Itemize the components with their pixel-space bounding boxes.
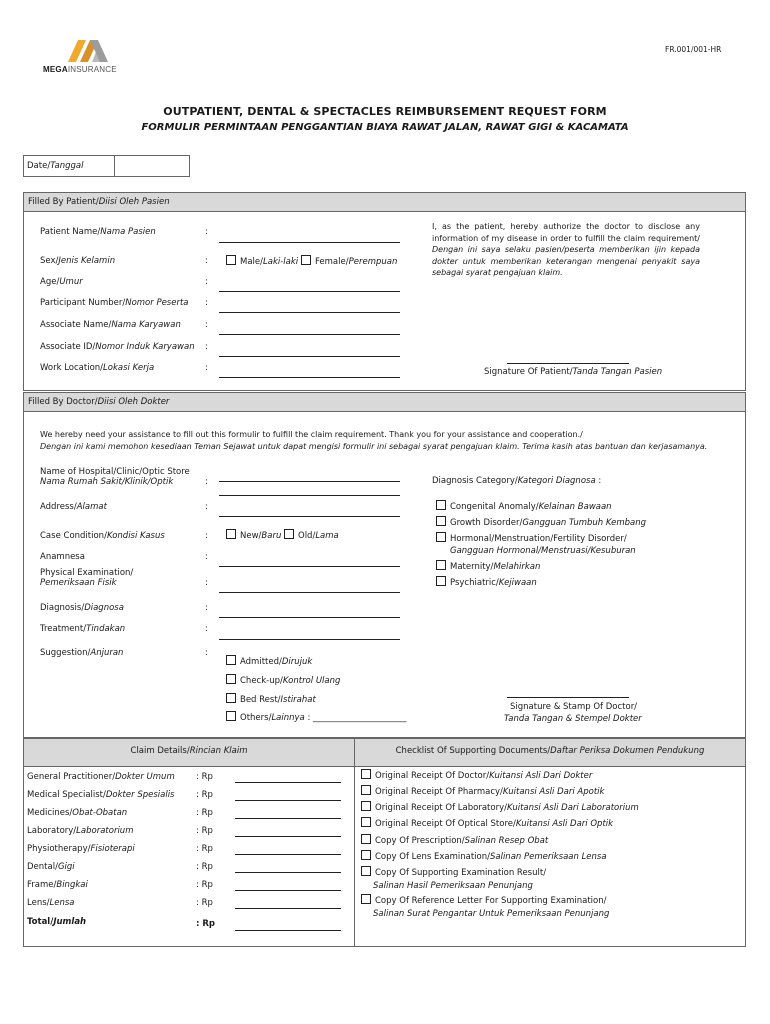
patient-signature-label: Signature Of Patient/Tanda Tangan Pasien [484, 367, 663, 377]
doctor-field-input[interactable] [219, 516, 400, 517]
doctor-field-label: Physical Examination/ Pemeriksaan Fisik [40, 568, 134, 588]
doctor-field-input[interactable] [219, 592, 400, 593]
field-colon: : [205, 342, 208, 352]
field-colon: : [205, 502, 208, 512]
claim-item-currency: : Rp [196, 826, 213, 836]
field-colon: : [205, 552, 208, 562]
claim-item-currency: : Rp [196, 862, 213, 872]
checkbox-icon[interactable] [226, 711, 236, 721]
sex-option-male[interactable]: Male/Laki-laki [226, 255, 298, 267]
suggestion-option[interactable]: Admitted/Dirujuk [226, 655, 312, 667]
checkbox-icon[interactable] [361, 785, 371, 795]
suggestion-option[interactable]: Bed Rest/Istirahat [226, 693, 316, 705]
patient-field-label: Sex/Jenis Kelamin [40, 256, 116, 266]
claim-section [23, 738, 355, 947]
doctor-signature-label-id: Tanda Tangan & Stempel Dokter [504, 714, 642, 724]
doctor-signature-line[interactable] [507, 697, 629, 698]
checkbox-icon[interactable] [284, 529, 294, 539]
doctor-signature-label-en: Signature & Stamp Of Doctor/ [510, 702, 638, 712]
patient-field-input[interactable] [219, 312, 400, 313]
patient-field-label: Participant Number/Nomor Peserta [40, 298, 189, 308]
patient-field-label: Age/Umur [40, 277, 83, 287]
doctor-section-header: Filled By Doctor/Diisi Oleh Dokter [23, 392, 746, 412]
patient-field-input[interactable] [219, 356, 400, 357]
claim-amount-input[interactable] [235, 872, 341, 873]
checkbox-icon[interactable] [436, 560, 446, 570]
claim-total-label: Total/Jumlah [27, 917, 87, 927]
checkbox-icon[interactable] [436, 576, 446, 586]
mega-logo-icon [66, 38, 110, 64]
checkbox-icon[interactable] [361, 894, 371, 904]
doctor-field-label: Suggestion/Anjuran [40, 648, 124, 658]
form-code: FR.001/001-HR [665, 45, 722, 54]
brand-wordmark: MEGAINSURANCE [43, 65, 117, 74]
claim-header: Claim Details/Rincian Klaim [130, 746, 248, 756]
case-option-old[interactable]: Old/Lama [284, 529, 339, 541]
field-colon: : [205, 363, 208, 373]
doctor-field-label: Case Condition/Kondisi Kasus [40, 531, 165, 541]
checklist-item[interactable]: Copy Of Reference Letter For Supporting Examination/ Salinan Surat Pengantar Untuk Pemeriksaan Penunjang [361, 894, 609, 921]
doctor-field-input[interactable] [219, 639, 400, 640]
claim-total-currency: : Rp [196, 919, 215, 929]
patient-section-header: Filled By Patient/Diisi Oleh Pasien [23, 192, 746, 212]
checklist-header: Checklist Of Supporting Documents/Daftar Periksa Dokumen Pendukung [395, 746, 705, 756]
patient-field-label: Work Location/Lokasi Kerja [40, 363, 155, 373]
field-colon: : [205, 227, 208, 237]
field-colon: : [205, 298, 208, 308]
doctor-intro-text: We hereby need your assistance to fill out this formulir to fulfill the claim requirement. Thank you for your assistance and cooperation./ Dengan ini kami memohon kesediaan Teman Sejawat untuk dapat mengisi formulir ini sebagai syarat pengajuan klaim. Terima kasih atas bantuan dan kerjasamanya. [40, 430, 708, 451]
field-colon: : [205, 531, 208, 541]
claim-item-label: Frame/Bingkai [27, 880, 88, 890]
date-label-box: Date/Tanggal [23, 155, 115, 177]
claim-item-label: Laboratory/Laboratorium [27, 826, 134, 836]
diagnosis-option[interactable]: Psychiatric/Kejiwaan [436, 576, 537, 589]
checkbox-icon[interactable] [301, 255, 311, 265]
checklist-item[interactable]: Copy Of Lens Examination/Salinan Pemeriksaan Lensa [361, 850, 607, 864]
field-colon: : [205, 320, 208, 330]
sex-option-female[interactable]: Female/Perempuan [301, 255, 397, 267]
checklist-item[interactable]: Original Receipt Of Pharmacy/Kuitansi Asli Dari Apotik [361, 785, 604, 799]
checkbox-icon[interactable] [436, 516, 446, 526]
logo [40, 38, 135, 78]
field-colon: : [205, 256, 208, 266]
claim-amount-input[interactable] [235, 908, 341, 909]
checklist-item[interactable]: Original Receipt Of Optical Store/Kuitansi Asli Dari Optik [361, 817, 613, 831]
claim-item-currency: : Rp [196, 790, 213, 800]
checklist-item[interactable]: Original Receipt Of Doctor/Kuitansi Asli Dari Dokter [361, 769, 592, 783]
checkbox-icon[interactable] [361, 801, 371, 811]
checkbox-icon[interactable] [361, 834, 371, 844]
checkbox-icon[interactable] [361, 817, 371, 827]
diagnosis-category-label: Diagnosis Category/Kategori Diagnosa : [432, 476, 602, 486]
patient-field-input[interactable] [219, 377, 400, 378]
checklist-item[interactable]: Copy Of Prescription/Salinan Resep Obat [361, 834, 548, 848]
doctor-field-label: Name of Hospital/Clinic/Optic Store Nama Rumah Sakit/Klinik/Optik [40, 467, 190, 487]
field-colon: : [205, 648, 208, 658]
patient-field-input[interactable] [219, 242, 400, 243]
claim-item-label: Dental/Gigi [27, 862, 75, 872]
field-colon: : [205, 277, 208, 287]
claim-amount-input[interactable] [235, 818, 341, 819]
claim-item-currency: : Rp [196, 808, 213, 818]
checklist-item[interactable]: Copy Of Supporting Examination Result/ Salinan Hasil Pemeriksaan Penunjang [361, 866, 546, 893]
checkbox-icon[interactable] [361, 769, 371, 779]
doctor-field-label: Diagnosis/Diagnosa [40, 603, 124, 613]
title-english: OUTPATIENT, DENTAL & SPECTACLES REIMBURSEMENT REQUEST FORM [163, 105, 607, 118]
doctor-field-label: Anamnesa [40, 552, 85, 562]
claim-amount-input[interactable] [235, 854, 341, 855]
checkbox-icon[interactable] [226, 693, 236, 703]
doctor-field-input[interactable] [219, 481, 400, 482]
field-colon: : [205, 477, 208, 487]
checkbox-icon[interactable] [226, 255, 236, 265]
claim-amount-input[interactable] [235, 800, 341, 801]
checkbox-icon[interactable] [226, 529, 236, 539]
checkbox-icon[interactable] [226, 674, 236, 684]
diagnosis-option[interactable]: Maternity/Melahirkan [436, 560, 540, 573]
patient-field-label: Associate Name/Nama Karyawan [40, 320, 181, 330]
claim-item-label: General Practitioner/Dokter Umum [27, 772, 175, 782]
claim-amount-input[interactable] [235, 836, 341, 837]
diagnosis-option[interactable]: Growth Disorder/Gangguan Tumbuh Kembang [436, 516, 646, 529]
checklist-item[interactable]: Original Receipt Of Laboratory/Kuitansi Asli Dari Laboratorium [361, 801, 639, 815]
doctor-field-label: Address/Alamat [40, 502, 107, 512]
patient-field-label: Patient Name/Nama Pasien [40, 227, 156, 237]
claim-item-currency: : Rp [196, 772, 213, 782]
doctor-field-input[interactable] [219, 566, 400, 567]
checkbox-icon[interactable] [436, 500, 446, 510]
claim-item-currency: : Rp [196, 898, 213, 908]
checkbox-icon[interactable] [226, 655, 236, 665]
checkbox-icon[interactable] [361, 866, 371, 876]
doctor-field-input[interactable] [219, 495, 400, 496]
claim-item-label: Medicines/Obat-Obatan [27, 808, 128, 818]
checkbox-icon[interactable] [361, 850, 371, 860]
claim-item-label: Physiotherapy/Fisioterapi [27, 844, 135, 854]
field-colon: : [205, 603, 208, 613]
patient-field-input[interactable] [219, 291, 400, 292]
patient-authorization-text: I, as the patient, hereby authorize the doctor to disclose any information of my disease in order to fulfill the claim requirement/ Dengan ini saya selaku pasien/peserta memberikan ijin kepada dokter untuk memberikan keterangan mengenai penyakit saya sebagai syarat pengajuan klaim. [432, 222, 700, 277]
claim-amount-input[interactable] [235, 890, 341, 891]
patient-signature-line[interactable] [507, 363, 629, 364]
doctor-field-label: Treatment/Tindakan [40, 624, 126, 634]
suggestion-option[interactable]: Others/Lainnya : ______________________ [226, 711, 407, 723]
claim-item-currency: : Rp [196, 880, 213, 890]
checkbox-icon[interactable] [436, 532, 446, 542]
date-field[interactable] [114, 155, 190, 177]
claim-amount-input[interactable] [235, 782, 341, 783]
claim-item-currency: : Rp [196, 844, 213, 854]
suggestion-option[interactable]: Check-up/Kontrol Ulang [226, 674, 340, 686]
doctor-field-input[interactable] [219, 617, 400, 618]
diagnosis-option[interactable]: Congenital Anomaly/Kelainan Bawaan [436, 500, 612, 513]
patient-field-label: Associate ID/Nomor Induk Karyawan [40, 342, 195, 352]
claim-item-label: Medical Specialist/Dokter Spesialis [27, 790, 175, 800]
patient-field-input[interactable] [219, 334, 400, 335]
title-indonesian: FORMULIR PERMINTAAN PENGGANTIAN BIAYA RAWAT JALAN, RAWAT GIGI & KACAMATA [141, 122, 629, 133]
field-colon: : [205, 578, 208, 588]
claim-total-input[interactable] [235, 930, 341, 931]
diagnosis-option[interactable]: Hormonal/Menstruation/Fertility Disorder/ Gangguan Hormonal/Menstruasi/Kesuburan [436, 532, 636, 557]
claim-item-label: Lens/Lensa [27, 898, 75, 908]
case-option-new[interactable]: New/Baru [226, 529, 281, 541]
field-colon: : [205, 624, 208, 634]
